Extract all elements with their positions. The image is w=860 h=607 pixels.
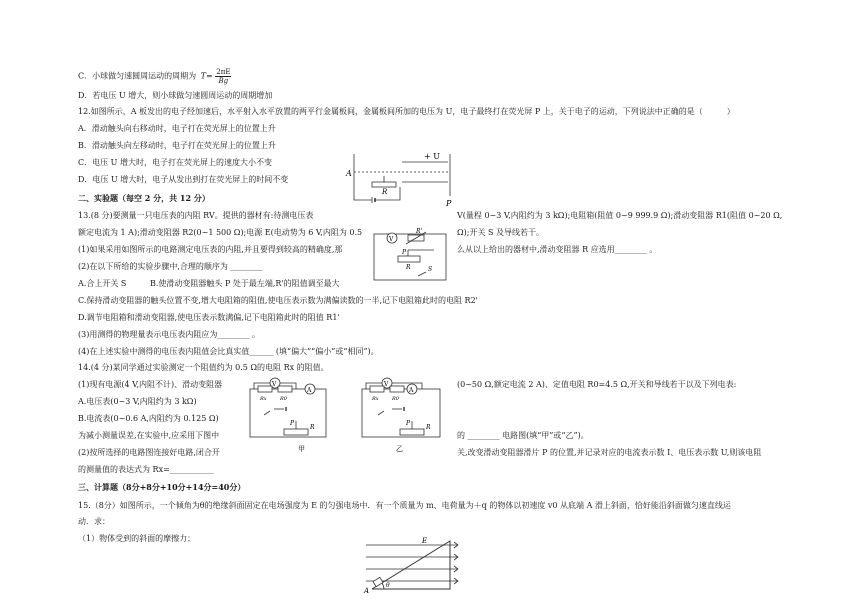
label-p: P: [446, 199, 452, 208]
q12-stem: 12.如图所示，A 板发出的电子经加速后，水平射入水平放置的两平行金属板间，金属板间所加的电压为 U，电子最终打在荧光屏 P 上，关于电子的运动，下列说法中正确的是（ ）: [78, 107, 735, 116]
q13-line2-left: 额定电流为 1 A);滑动变阻器 R2(0~1 500 Ω);电源 E(电动势为 6 V,内阻为 0.5: [78, 228, 363, 237]
q14-line3: B.电流表(0~0.6 A,内阻约为 0.125 Ω): [78, 414, 219, 423]
q13-circuit: [368, 228, 452, 286]
q12-option-a: A．滑动触头向右移动时，电子打在荧光屏上的位置上升: [78, 124, 276, 133]
q13-line1-left: 13.(8 分)要测量一只电压表的内阻 RV。提供的器材有:待测电压表: [78, 211, 314, 220]
jia-rheostat: [284, 429, 308, 435]
q15-figure: [360, 533, 464, 595]
q15-sub1: （1）物体受到的斜面的摩擦力；: [78, 534, 196, 543]
yi-rheostat: [400, 429, 424, 435]
q15-stem-line1: 15.（8分）如图所示，一个倾角为θ的绝缘斜面固定在电场强度为 E 的匀强电场中．有一个质量为 m、电荷量为＋q 的物体以初速度 v0 从底端 A 滑上斜面，恰好能沿斜面做匀速直线运: [78, 501, 731, 510]
yi-r0: [390, 386, 404, 392]
yi-label-r: R: [426, 424, 431, 431]
yi-rx: [370, 386, 384, 392]
q13-line9: (4)在上述实验中测得的电压表内阻值会比真实值______ (填“偏大”“偏小”或“相同”)。: [78, 347, 379, 356]
q12-option-b: B．滑动触头向左移动时，电子打在荧光屏上的位置上升: [78, 141, 276, 150]
q14-line6: 的测量值的表达式为 Rx=___________: [78, 465, 214, 474]
q14-line1-right: (0~50 Ω,额定电流 2 A)、定值电阻 R0=4.5 Ω,开关和导线若干以及下列电表:: [457, 380, 737, 389]
q13-switch: [418, 272, 426, 276]
label-r: R: [382, 188, 388, 196]
formula-numerator: 2πE: [216, 68, 231, 76]
voltmeter-v: V: [389, 236, 394, 243]
jia-label-v: V: [272, 381, 277, 388]
label-u: + U: [424, 152, 440, 161]
yi-label-p: P: [406, 420, 411, 427]
q13-line5b: B.使滑动变阻器触头 P 处于最左端,R'的阻值调至最大: [150, 279, 340, 288]
q11-option-d: D．若电压 U 增大，则小球做匀速圆周运动的周期增加: [78, 91, 273, 100]
q14-line5-left: (2)按所选择的电路图连接好电路,闭合开: [78, 448, 220, 457]
yi-caption: 乙: [396, 445, 403, 453]
jia-label-p: P: [290, 420, 295, 427]
q14-stem: 14.(4 分)某同学通过实验测定一个阻值约为 0.5 Ω的电阻 Rx 的阻值。: [78, 363, 329, 372]
q11-formula: [201, 68, 232, 85]
q13-line8: (3)用测得的物理量表示电压表内阻应为________ 。: [78, 330, 260, 339]
q14-line4-right: 的 ________ 电路图(填“甲”或“乙”)。: [457, 431, 589, 440]
jia-label-r0: R0: [280, 396, 287, 402]
label-e: E: [422, 537, 428, 545]
yi-label-a: A: [409, 387, 414, 394]
label-a: A: [364, 587, 370, 595]
q14-line5-right: 关,改变滑动变阻器滑片 P 的位置,并记录对应的电流表示数 I、电压表示数 U,则该电阻: [457, 448, 762, 457]
label-a: A: [346, 169, 352, 178]
theta-arc: [382, 583, 384, 589]
yi-switch: [378, 411, 384, 415]
jia-rx: [258, 386, 272, 392]
q13-rheostat: [398, 256, 420, 262]
q15-stem-line2: 动．求：: [78, 517, 110, 526]
formula-t: T=: [200, 71, 213, 81]
formula-denominator: Bg: [218, 77, 229, 85]
q13-line3-left: (1)如果采用如图所示的电路测定电压表的内阻,并且要得到较高的精确度,那: [78, 245, 343, 254]
label-r: R: [406, 264, 411, 271]
q14-line4-left: 为减小测量误差,在实验中,应采用下图中: [78, 431, 220, 440]
jia-label-rx: Rx: [260, 396, 267, 402]
q13-line4: (2)在以下所给的实验步骤中,合理的顺序为 ________: [78, 262, 263, 271]
q12-wire: [354, 188, 372, 200]
jia-switch: [264, 411, 270, 415]
label-p: P: [402, 249, 407, 256]
yi-label-v: V: [384, 381, 389, 388]
q13-line2-right: Ω);开关 S 及导线若干。: [457, 228, 545, 237]
circuit-yi: [356, 375, 448, 453]
q12-option-c: C．电压 U 增大时，电子打在荧光屏上的速度大小不变: [78, 158, 272, 167]
yi-label-rx: Rx: [372, 396, 379, 402]
q12-rheostat: [372, 182, 396, 187]
q13-line7: D.调节电阻箱和滑动变阻器,使电压表示数满偏,记下电阻箱此时的阻值 R1': [78, 313, 340, 322]
label-r-prime: R': [416, 228, 423, 235]
q11-option-c: [78, 68, 231, 85]
jia-label-r: R: [310, 424, 315, 431]
block: [373, 577, 383, 586]
q12-figure: [342, 148, 462, 208]
circuit-jia: [244, 375, 334, 453]
label-s: S: [428, 266, 433, 273]
jia-r0: [278, 386, 292, 392]
q13-line6: C.保持滑动变阻器的触头位置不变,增大电阻箱的阻值,使电压表示数为满偏读数的一半,记下电阻箱此时的电阻 R2': [78, 296, 478, 305]
incline: [372, 541, 450, 589]
section-3-title: 三、计算题（8分+8分+10分+14分=40分）: [78, 482, 246, 492]
q14-line1-left: (1)现有电源(4 V,内阻不计)、滑动变阻器: [78, 380, 223, 389]
q11-option-c-text: C．小球做匀速圆周运动的周期为: [78, 71, 197, 81]
jia-caption: 甲: [298, 445, 305, 453]
yi-label-r0: R0: [392, 396, 399, 402]
label-theta: θ: [386, 582, 390, 589]
q13-line5a: A.合上开关 S: [78, 279, 127, 288]
q12-option-d: D．电压 U 增大时，电子从发出到打在荧光屏上的时间不变: [78, 175, 289, 184]
q13-line3-right: 么从以上给出的器材中,滑动变阻器 R 应选用________ 。: [457, 245, 658, 254]
section-2-title: 二、实验题（每空 2 分，共 12 分）: [78, 193, 210, 203]
q14-line2: A.电压表(0~3 V,内阻约为 3 kΩ): [78, 397, 197, 406]
jia-label-a: A: [307, 387, 312, 394]
q12-wire-2: [375, 187, 400, 200]
q13-line1-right: V(量程 0~3 V,内阻约为 3 kΩ);电阻箱(阻值 0~9 999.9 Ω);滑动变阻器 R1(阻值 0~20 Ω,: [457, 211, 783, 220]
